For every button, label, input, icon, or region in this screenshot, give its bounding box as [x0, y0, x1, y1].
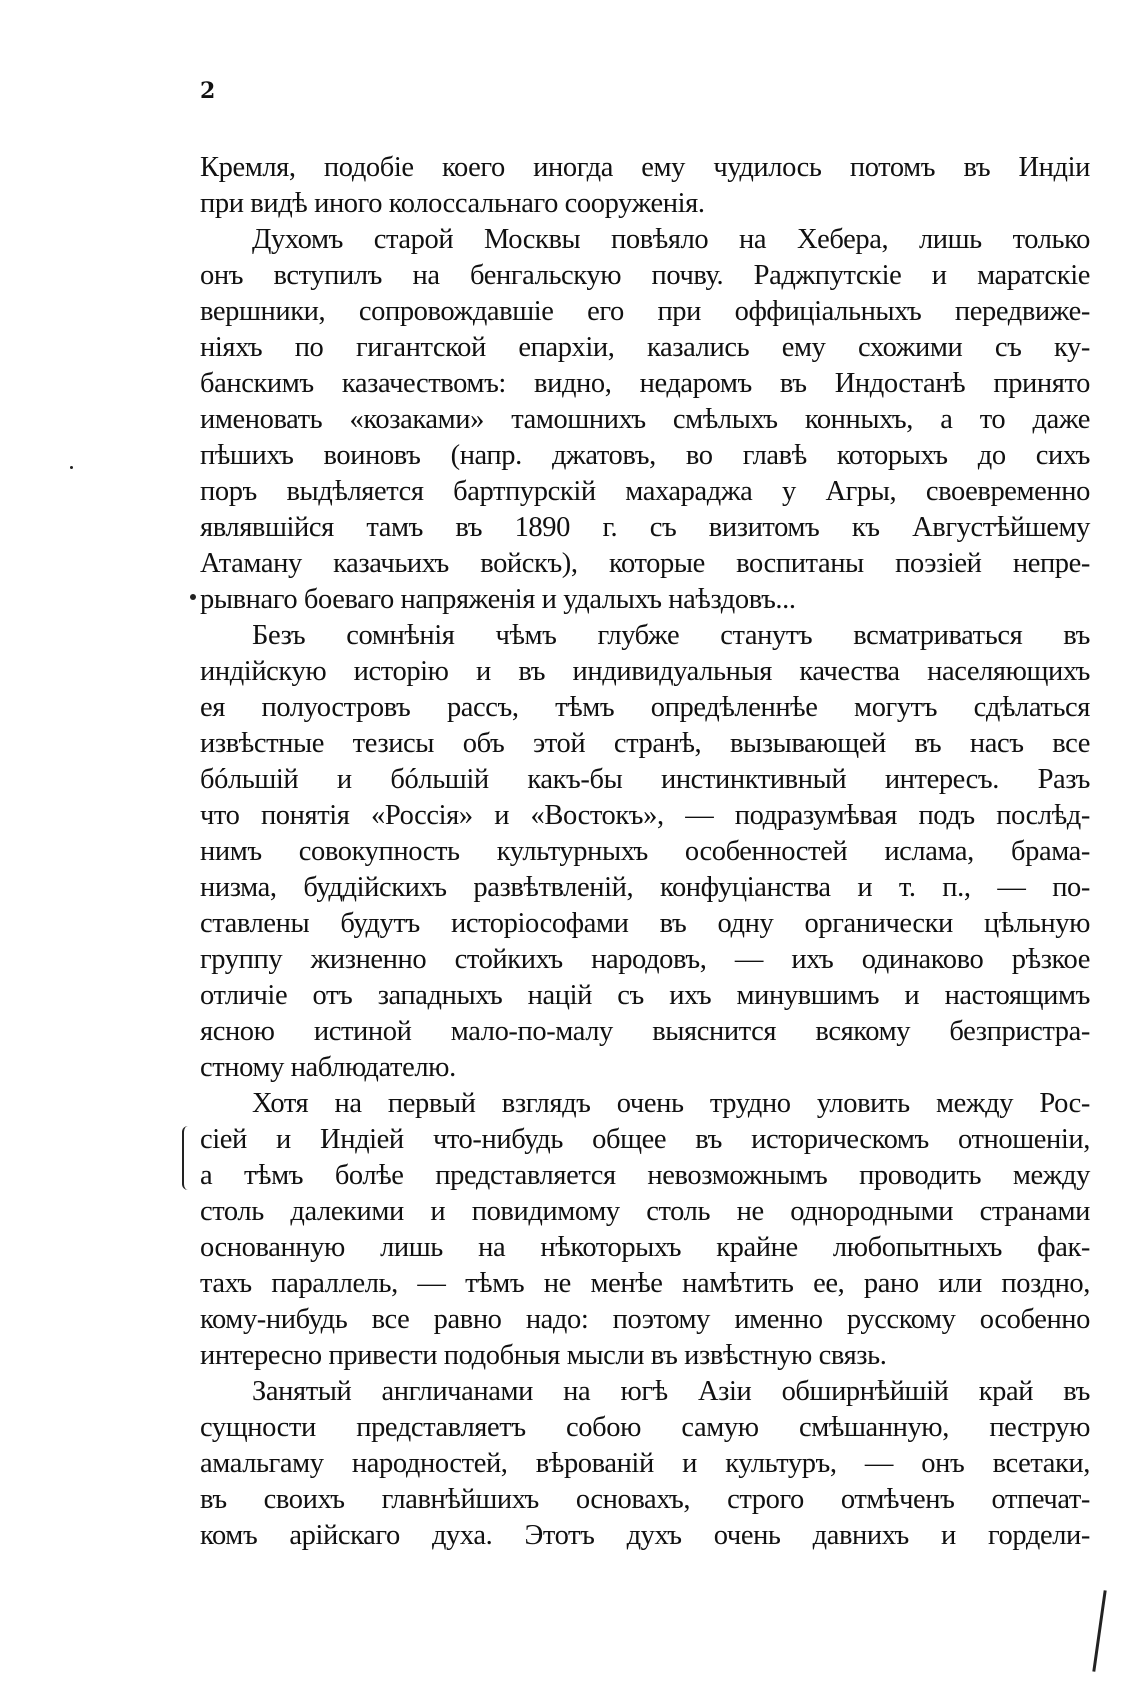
- text-line: ставлены будутъ исторіософами въ одну органически цѣльную: [200, 908, 1090, 939]
- text-line: Кремля, подобіе коего иногда ему чудилось потомъ въ Индіи: [200, 152, 1090, 183]
- text-line: отличіе отъ западныхъ націй съ ихъ минувшимъ и настоящимъ: [200, 980, 1090, 1011]
- text-line: въ своихъ главнѣйшихъ основахъ, строго отмѣченъ отпечат-: [200, 1484, 1090, 1515]
- paragraph-start-line: Занятый англичанами на югѣ Азіи обширнѣйшій край въ: [252, 1376, 1090, 1407]
- text-line: именовать «козаками» тамошнихъ смѣлыхъ конныхъ, а то даже: [200, 404, 1090, 435]
- text-line: Атаману казачьихъ войскъ), которые воспитаны поэзіей непре-: [200, 548, 1090, 579]
- text-line: рывнаго боеваго напряженія и удалыхъ наѣздовъ...: [200, 584, 796, 615]
- text-line: столь далекими и повидимому столь не однородными странами: [200, 1196, 1090, 1227]
- text-line: банскимъ казачествомъ: видно, недаромъ въ Индостанѣ принято: [200, 368, 1090, 399]
- text-line: индійскую исторію и въ индивидуальныя качества населяющихъ: [200, 656, 1090, 687]
- text-line: пѣшихъ воиновъ (напр. джатовъ, во главѣ которыхъ до сихъ: [200, 440, 1090, 471]
- text-line: стному наблюдателю.: [200, 1052, 456, 1083]
- margin-dot-mark: [190, 594, 196, 600]
- margin-bracket-mark: [182, 1126, 190, 1190]
- text-line: ніяхъ по гигантской епархіи, казались ему схожими съ ку-: [200, 332, 1090, 363]
- paragraph-start-line: Хотя на первый взглядъ очень трудно уловить между Рос-: [252, 1088, 1090, 1119]
- text-line: сущности представляетъ собою самую смѣшанную, пеструю: [200, 1412, 1090, 1443]
- text-line: что понятія «Россія» и «Востокъ», — подразумѣвая подъ послѣд-: [200, 800, 1090, 831]
- text-line: вершники, сопровождавшіе его при оффиціальныхъ передвиже-: [200, 296, 1090, 327]
- text-line: являвшійся тамъ въ 1890 г. съ визитомъ къ Августѣйшему: [200, 512, 1090, 543]
- text-line: группу жизненно стойкихъ народовъ, — ихъ одинаково рѣзкое: [200, 944, 1090, 975]
- paragraph-start-line: Безъ сомнѣнія чѣмъ глубже станутъ всматриваться въ: [252, 620, 1090, 651]
- text-line: ясною истиной мало-по-малу выяснится всякому безпристра-: [200, 1016, 1090, 1047]
- text-line: нимъ совокупность культурныхъ особенностей ислама, брама-: [200, 836, 1090, 867]
- text-line: а тѣмъ болѣе представляется невозможнымъ проводить между: [200, 1160, 1090, 1191]
- text-line: амальгаму народностей, вѣрованій и культуръ, — онъ всетаки,: [200, 1448, 1090, 1479]
- text-line: тахъ параллель, — тѣмъ не менѣе намѣтить ее, рано или поздно,: [200, 1268, 1090, 1299]
- margin-speck-mark: [70, 466, 73, 469]
- text-line: интересно привести подобныя мысли въ извѣстную связь.: [200, 1340, 887, 1371]
- paragraph-start-line: Духомъ старой Москвы повѣяло на Хебера, лишь только: [252, 224, 1090, 255]
- page-edge-mark: [1092, 1590, 1106, 1672]
- text-line: основанную лишь на нѣкоторыхъ крайне любопытныхъ фак-: [200, 1232, 1090, 1263]
- text-line: сіей и Индіей что-нибудь общее въ историческомъ отношеніи,: [200, 1124, 1090, 1155]
- text-line: кому-нибудь все равно надо: поэтому именно русскому особенно: [200, 1304, 1090, 1335]
- page-number: 2: [200, 78, 216, 104]
- text-line: комъ арійскаго духа. Этотъ духъ очень давнихъ и гордели-: [200, 1520, 1090, 1551]
- text-line: бóльшій и бóльшій какъ-бы инстинктивный интересъ. Разъ: [200, 764, 1090, 795]
- text-line: при видѣ иного колоссальнаго сооруженія.: [200, 188, 705, 219]
- text-line: низма, буддійскихъ развѣтвленій, конфуціанства и т. п., — по-: [200, 872, 1090, 903]
- text-line: ея полуостровъ рассъ, тѣмъ опредѣленнѣе могутъ сдѣлаться: [200, 692, 1090, 723]
- body-text: [200, 150, 1090, 1554]
- text-line: поръ выдѣляется бартпурскій махараджа у Агры, своевременно: [200, 476, 1090, 507]
- text-line: извѣстные тезисы объ этой странѣ, вызывающей въ насъ все: [200, 728, 1090, 759]
- text-line: онъ вступилъ на бенгальскую почву. Раджпутскіе и маратскіе: [200, 260, 1090, 291]
